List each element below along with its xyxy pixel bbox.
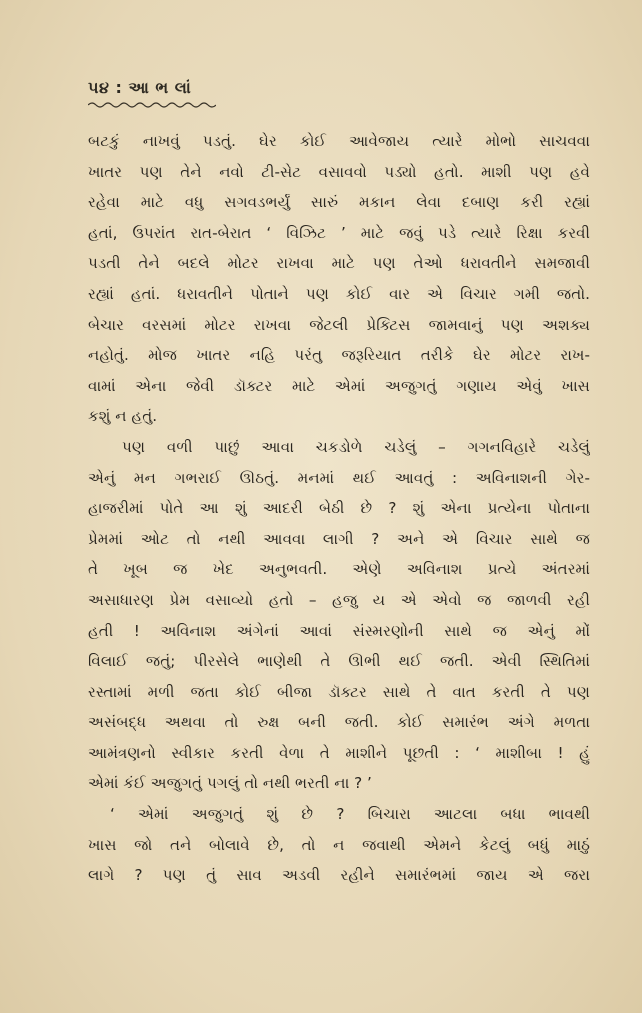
page-number: ૫૪ xyxy=(88,78,110,97)
text-line: વામાં એના જેવી ડૉક્ટર માટે એમાં અજુગતું ગણાય એવું ખાસ xyxy=(88,376,590,395)
page-header xyxy=(88,78,191,98)
text-line: નહોતું. મોજ ખાતર નહિ પરંતુ જરૂરિયાત તરીકે ઘેર મોટર રાખ- xyxy=(88,346,590,365)
text-line: આમંત્રણનો સ્વીકાર કરતી વેળા તે માશીને પૂછતી : ‘ માશીબા ! હું xyxy=(88,743,590,762)
text-line: અસાધારણ પ્રેમ વસાવ્યો હતો – હજુ ય એ એવો જ જાળવી રહી xyxy=(88,590,590,609)
text-line: હાજરીમાં પોતે આ શું આદરી બેઠી છે ? શું એના પ્રત્યેના પોતાના xyxy=(88,499,590,518)
text-line: લાગે ? પણ તું સાવ અડવી રહીને સમારંભમાં જાય એ જરા xyxy=(88,866,590,885)
text-line: પડતી તેને બદલે મોટર રાખવા માટે પણ તેઓ ધરાવતીને સમજાવી xyxy=(88,254,590,273)
text-line: તે ખૂબ જ ખેદ અનુભવતી. એણે અવિનાશ પ્રત્યે અંતરમાં xyxy=(88,560,590,579)
text-line: એનું મન ગભરાઈ ઊઠતું. મનમાં થઈ આવતું : અવિનાશની ગેર- xyxy=(88,468,590,487)
text-line: એમાં કંઈ અજુગતું પગલું તો નથી ભરતી ના ? ’ xyxy=(88,774,372,793)
header-separator: : xyxy=(115,78,123,97)
running-title: આ ભ લાં xyxy=(128,78,192,97)
text-line: બટકું નાખવું પડતું. ઘેર કોઈ આવેજાય ત્યારે મોભો સાચવવા xyxy=(88,132,590,150)
text-line: પણ વળી પાછું આવા ચકડોળે ચડેલું – ગગનવિહારે ચડેલું xyxy=(122,437,590,456)
text-line: હતાં, ઉપરાંત રાત-બેરાત ‘ વિઝિટ ’ માટે જવું પડે ત્યારે રિક્ષા કરવી xyxy=(88,223,590,242)
text-line: પ્રેમમાં ઓટ તો નથી આવવા લાગી ? અને એ વિચાર સાથે જ xyxy=(88,529,590,548)
text-line: બેચાર વરસમાં મોટર રાખવા જેટલી પ્રેક્ટિસ જામવાનું પણ અશક્ય xyxy=(88,315,590,334)
text-line: અસંબદ્ધ અથવા તો રુક્ષ બની જતી. કોઈ સમારંભ અંગે મળતા xyxy=(88,713,590,732)
text-line: રહ્યાં હતાં. ધરાવતીને પોતાને પણ કોઈ વાર એ વિચાર ગમી જતો. xyxy=(88,284,590,303)
body-text xyxy=(88,126,590,891)
text-line: રહેવા માટે વધુ સગવડભર્યું સારું મકાન લેવા દબાણ કરી રહ્યાં xyxy=(88,193,590,212)
header-wavy-rule xyxy=(88,101,216,109)
text-line: હતી ! અવિનાશ અંગેનાં આવાં સંસ્મરણોની સાથે જ એનું મોં xyxy=(88,621,590,640)
text-line: ‘ એમાં અજુગતું શું છે ? બિચારા આટલા બધા ભાવથી xyxy=(110,805,590,824)
text-line: વિલાઈ જતું; પીરસેલે ભાણેથી તે ઊભી થઈ જતી. એવી સ્થિતિમાં xyxy=(88,652,590,671)
text-line: ખાતર પણ તેને નવો ટી-સેટ વસાવવો પડ્યો હતો. માશી પણ હવે xyxy=(88,162,590,181)
text-line: કશું ન હતું. xyxy=(88,407,158,426)
text-line: ખાસ જો તને બોલાવે છે, તો ન જવાથી એમને કેટલું બધું માઠું xyxy=(88,835,590,854)
text-line: રસ્તામાં મળી જતા કોઈ બીજા ડૉક્ટર સાથે તે વાત કરતી તે પણ xyxy=(88,682,590,701)
